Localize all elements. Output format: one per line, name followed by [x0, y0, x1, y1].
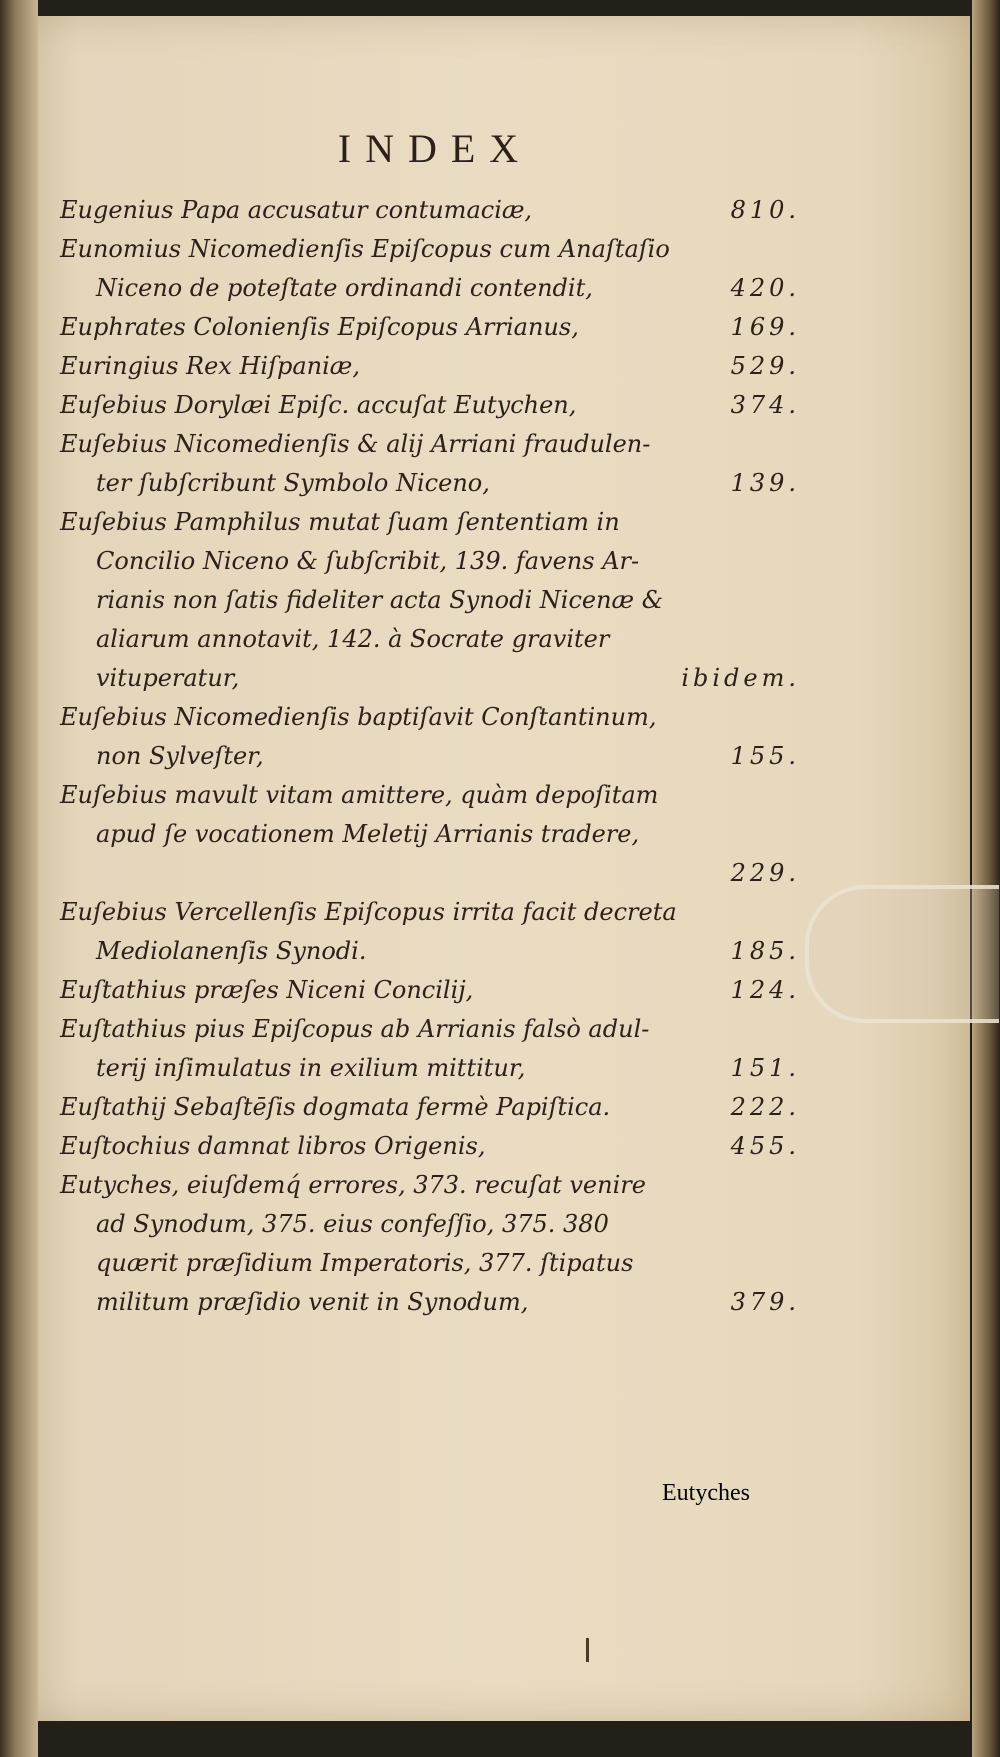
index-line — [60, 1283, 800, 1322]
index-line — [60, 1166, 740, 1205]
page-reference: 374. — [730, 391, 800, 419]
index-line — [60, 581, 740, 620]
page-tab-marker — [805, 885, 999, 1023]
page-reference: 169. — [730, 313, 800, 341]
index-line — [60, 620, 740, 659]
page-reference: 155. — [730, 742, 800, 770]
index-content — [60, 125, 800, 1322]
entry-text: apud ſe vocationem Meletij Arrianis tradere, — [96, 820, 640, 848]
entry-text: militum præſidio venit in Synodum, — [96, 1288, 529, 1316]
page-reference: 151. — [730, 1054, 800, 1082]
page-reference: 185. — [730, 937, 800, 965]
entry-text: Euſebius Pamphilus mutat ſuam ſententiam in — [60, 508, 620, 536]
entry-text: aliarum annotavit, 142. à Socrate graviter — [96, 625, 610, 653]
index-line — [60, 1127, 800, 1166]
entry-text: Eutyches, eiuſdemq́ errores, 373. recuſat venire — [60, 1171, 646, 1199]
index-line — [60, 737, 800, 776]
entry-text: Euſebius Vercellenſis Epiſcopus irrita facit decreta — [60, 898, 677, 926]
index-entries — [60, 191, 800, 1322]
entry-text: Concilio Niceno & ſubſcribit, 139. favens Ar- — [96, 547, 640, 575]
entry-text: Niceno de poteſtate ordinandi contendit, — [96, 274, 593, 302]
entry-text: Euſebius Dorylæi Epiſc. accuſat Eutychen, — [60, 391, 577, 419]
index-line — [60, 230, 740, 269]
page-header: INDEX — [337, 126, 533, 171]
index-line — [60, 1010, 740, 1049]
entry-text: non Sylveſter, — [96, 742, 264, 770]
entry-text: Euſtathius pius Epiſcopus ab Arrianis falsò adul- — [60, 1015, 650, 1043]
index-line — [60, 503, 740, 542]
page-reference: 455. — [730, 1132, 800, 1160]
entry-text: rianis non ſatis fideliter acta Synodi Nicenæ & — [96, 586, 664, 614]
entry-text: ad Synodum, 375. eius confeſſio, 375. 380 — [96, 1210, 609, 1238]
entry-text: Eugenius Papa accusatur contumaciæ, — [60, 196, 533, 224]
index-line — [60, 893, 740, 932]
index-line — [60, 308, 800, 347]
index-line — [60, 269, 800, 308]
entry-text: Euſtathij Sebaſtēſis dogmata fermè Papiſtica. — [60, 1093, 611, 1121]
page-reference: ibidem. — [681, 664, 800, 692]
page-reference: 420. — [730, 274, 800, 302]
index-line — [60, 698, 740, 737]
index-line — [60, 971, 800, 1010]
index-line — [60, 464, 800, 503]
page-reference: 810. — [730, 196, 800, 224]
index-line — [60, 854, 800, 893]
index-line — [60, 776, 740, 815]
binding-edge — [0, 0, 38, 1757]
index-line — [60, 386, 800, 425]
entry-text: vituperatur, — [96, 664, 240, 692]
entry-text: ter ſubſcribunt Symbolo Niceno, — [96, 469, 490, 497]
entry-text: Mediolanenſis Synodi. — [96, 937, 367, 965]
entry-text: Euphrates Colonienſis Epiſcopus Arrianus, — [60, 313, 579, 341]
page-reference: 124. — [730, 976, 800, 1004]
entry-text: Euſebius Nicomedienſis baptiſavit Conſtantinum, — [60, 703, 657, 731]
index-line — [60, 1205, 740, 1244]
index-line — [60, 425, 740, 464]
page-reference: 529. — [730, 352, 800, 380]
entry-text: Euſtochius damnat libros Origenis, — [60, 1132, 486, 1160]
index-line — [60, 542, 740, 581]
index-line — [60, 1088, 800, 1127]
entry-text: Euſebius mavult vitam amittere, quàm depoſitam — [60, 781, 659, 809]
index-line — [60, 1244, 740, 1283]
entry-text: Eunomius Nicomedienſis Epiſcopus cum Anaſtaſio — [60, 235, 670, 263]
page-edge-strip — [972, 0, 1000, 1757]
index-line — [60, 191, 800, 230]
entry-text: terij inſimulatus in exilium mittitur, — [96, 1054, 526, 1082]
index-line — [60, 815, 740, 854]
entry-text: quærit præſidium Imperatoris, 377. ſtipatus — [96, 1249, 634, 1277]
page-reference: 229. — [730, 859, 800, 887]
index-line — [60, 659, 800, 698]
ink-mark — [586, 1638, 589, 1662]
entry-text: Euſtathius præſes Niceni Concilij, — [60, 976, 474, 1004]
index-line — [60, 932, 800, 971]
entry-text: Euringius Rex Hiſpaniæ, — [60, 352, 360, 380]
entry-text: Euſebius Nicomedienſis & alij Arriani fraudulen- — [60, 430, 651, 458]
index-line — [60, 1049, 800, 1088]
index-line — [60, 347, 800, 386]
page-reference: 222. — [730, 1093, 800, 1121]
catchword: Eutyches — [662, 1480, 750, 1506]
page-reference: 139. — [730, 469, 800, 497]
page-reference: 379. — [730, 1288, 800, 1316]
